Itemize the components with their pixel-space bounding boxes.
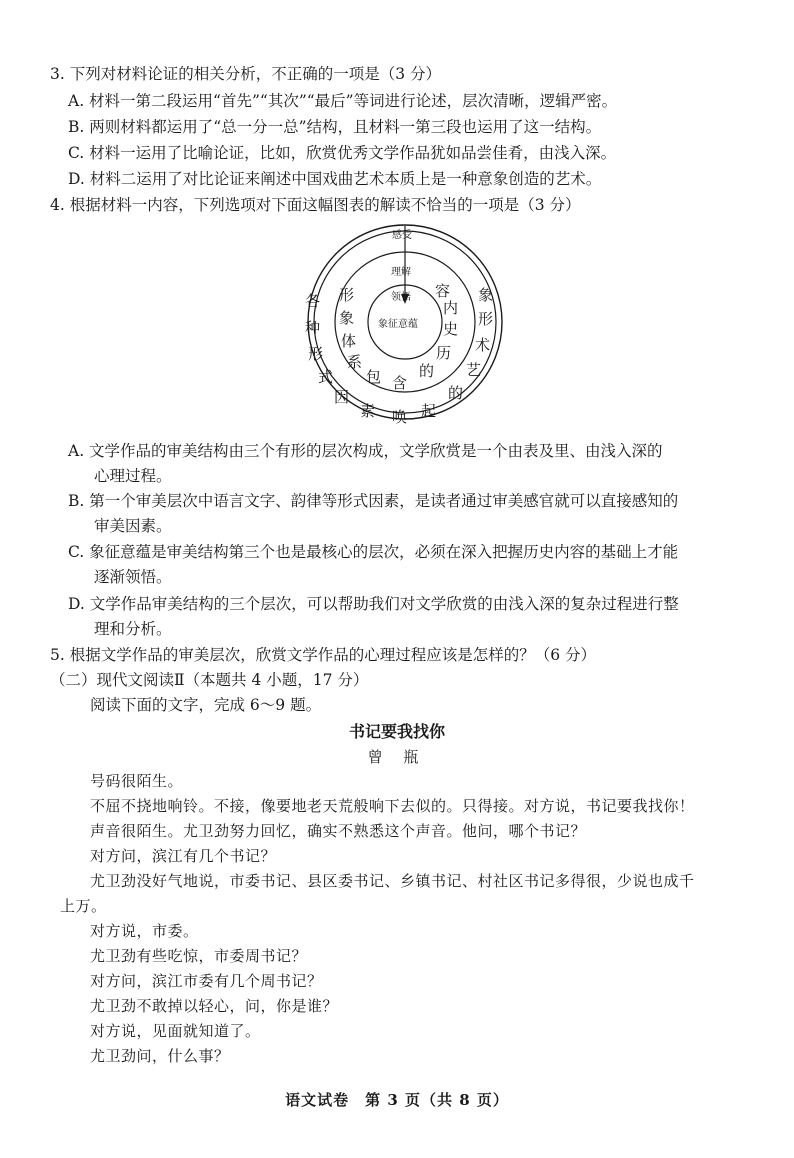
reading-instruction: 阅读下面的文字，完成 6～9 题。: [90, 696, 322, 714]
middle-ring-char: 内: [443, 299, 459, 317]
story-line: 尤卫劲问，什么事？: [90, 1047, 230, 1065]
story-title: 书记要我找你: [348, 722, 445, 741]
outer-ring-char: 种: [305, 319, 321, 337]
middle-ring-char: 形: [339, 286, 355, 304]
story-line: 对方说，见面就知道了。: [90, 1022, 261, 1040]
outer-ring-char: 因: [334, 388, 350, 406]
middle-ring-char: 的: [419, 362, 435, 380]
q3-option-a: A. 材料一第二段运用“首先”“其次”“最后”等词进行论述，层次清晰，逻辑严密。: [68, 92, 618, 110]
story-line: 尤卫劲没好气地说，市委书记、县区委书记、乡镇书记、村社区书记多得很，少说也成千: [90, 872, 695, 890]
arrow-label-understand: 理解: [391, 267, 411, 278]
outer-ring-char: 各: [305, 292, 321, 310]
q4-stem: 4. 根据材料一内容，下列选项对下面这幅图表的解读不恰当的一项是（3 分）: [50, 196, 581, 214]
outer-ring-char: 术: [475, 336, 491, 354]
q4-option-c: C. 象征意蕴是审美结构第三个也是最核心的层次，必须在深入把握历史内容的基础上才能: [68, 543, 679, 561]
section-heading: （二）现代文阅读Ⅱ（本题共 4 小题，17 分）: [50, 671, 369, 689]
middle-ring-char: 容: [435, 282, 451, 300]
q4-option-c-cont: 逐渐领悟。: [94, 568, 172, 586]
outer-ring-char: 形: [478, 310, 494, 328]
q5-stem: 5. 根据文学作品的审美层次，欣赏文学作品的心理过程应该是怎样的？（6 分）: [50, 646, 597, 664]
q3-option-b: B. 两则材料都运用了“总一分一总”结构，且材料一第三段也运用了这一结构。: [68, 118, 602, 136]
middle-ring-char: 史: [443, 320, 459, 338]
q4-option-d: D. 文学作品审美结构的三个层次，可以帮助我们对文学欣赏的由浅入深的复杂过程进行整: [68, 595, 679, 613]
aesthetic-structure-diagram: [280, 220, 530, 430]
story-line: 对方问，滨江有几个书记？: [90, 847, 277, 865]
story-line: 尤卫劲不敢掉以轻心，问，你是谁？: [90, 997, 339, 1015]
q4-option-b-cont: 审美因素。: [94, 517, 172, 535]
middle-ring-char: 包: [366, 368, 382, 386]
outer-ring-char: 式: [318, 368, 334, 386]
page-footer: 语文试卷 第 3 页（共 8 页）: [285, 1091, 509, 1109]
story-line: 上万。: [60, 897, 107, 915]
middle-ring-char: 历: [436, 344, 452, 362]
story-author: 曾 瓶: [367, 748, 427, 766]
q3-option-d: D. 材料二运用了对比论证来阐述中国戏曲艺术本质上是一种意象创造的艺术。: [68, 170, 602, 188]
story-line: 声音很陌生。尤卫劲努力回忆，确实不熟悉这个声音。他问，哪个书记？: [90, 822, 587, 840]
q4-option-d-cont: 理和分析。: [94, 620, 172, 638]
outer-ring-char: 起: [421, 402, 437, 420]
story-line: 对方说，市委。: [90, 922, 199, 940]
outer-ring-char: 形: [308, 345, 324, 363]
story-line: 号码很陌生。: [90, 772, 184, 790]
arrow-label-comprehend: 领悟: [391, 292, 411, 303]
outer-ring-char: 唤: [392, 408, 408, 426]
story-line: 不屈不挠地响铃。不接，像要地老天荒般响下去似的。只得接。对方说，书记要我找你！: [90, 797, 695, 815]
center-label: 象征意蕴: [378, 319, 418, 330]
q3-option-c: C. 材料一运用了比喻论证，比如，欣赏优秀文学作品犹如品尝佳肴，由浅入深。: [68, 144, 617, 162]
arrow-label-feel: 感受: [392, 230, 412, 241]
middle-ring-char: 系: [347, 353, 363, 371]
q4-option-a: A. 文学作品的审美结构由三个有形的层次构成，文学欣赏是一个由表及里、由浅入深的: [68, 442, 663, 460]
outer-ring-char: 艺: [466, 361, 482, 379]
middle-ring-char: 体: [341, 332, 357, 350]
q3-stem: 3. 下列对材料论证的相关分析，不正确的一项是（3 分）: [50, 65, 442, 83]
q4-option-a-cont: 心理过程。: [94, 467, 172, 485]
q4-option-b: B. 第一个审美层次中语言文字、韵律等形式因素，是读者通过审美感官就可以直接感知的: [68, 492, 679, 510]
outer-ring-char: 象: [478, 286, 494, 304]
outer-ring-char: 的: [448, 384, 464, 402]
outer-ring-char: 素: [360, 402, 376, 420]
story-line: 尤卫劲有些吃惊，市委周书记？: [90, 947, 308, 965]
story-line: 对方问，滨江市委有几个周书记？: [90, 972, 323, 990]
middle-ring-char: 象: [339, 309, 355, 327]
middle-ring-char: 含: [392, 374, 408, 392]
